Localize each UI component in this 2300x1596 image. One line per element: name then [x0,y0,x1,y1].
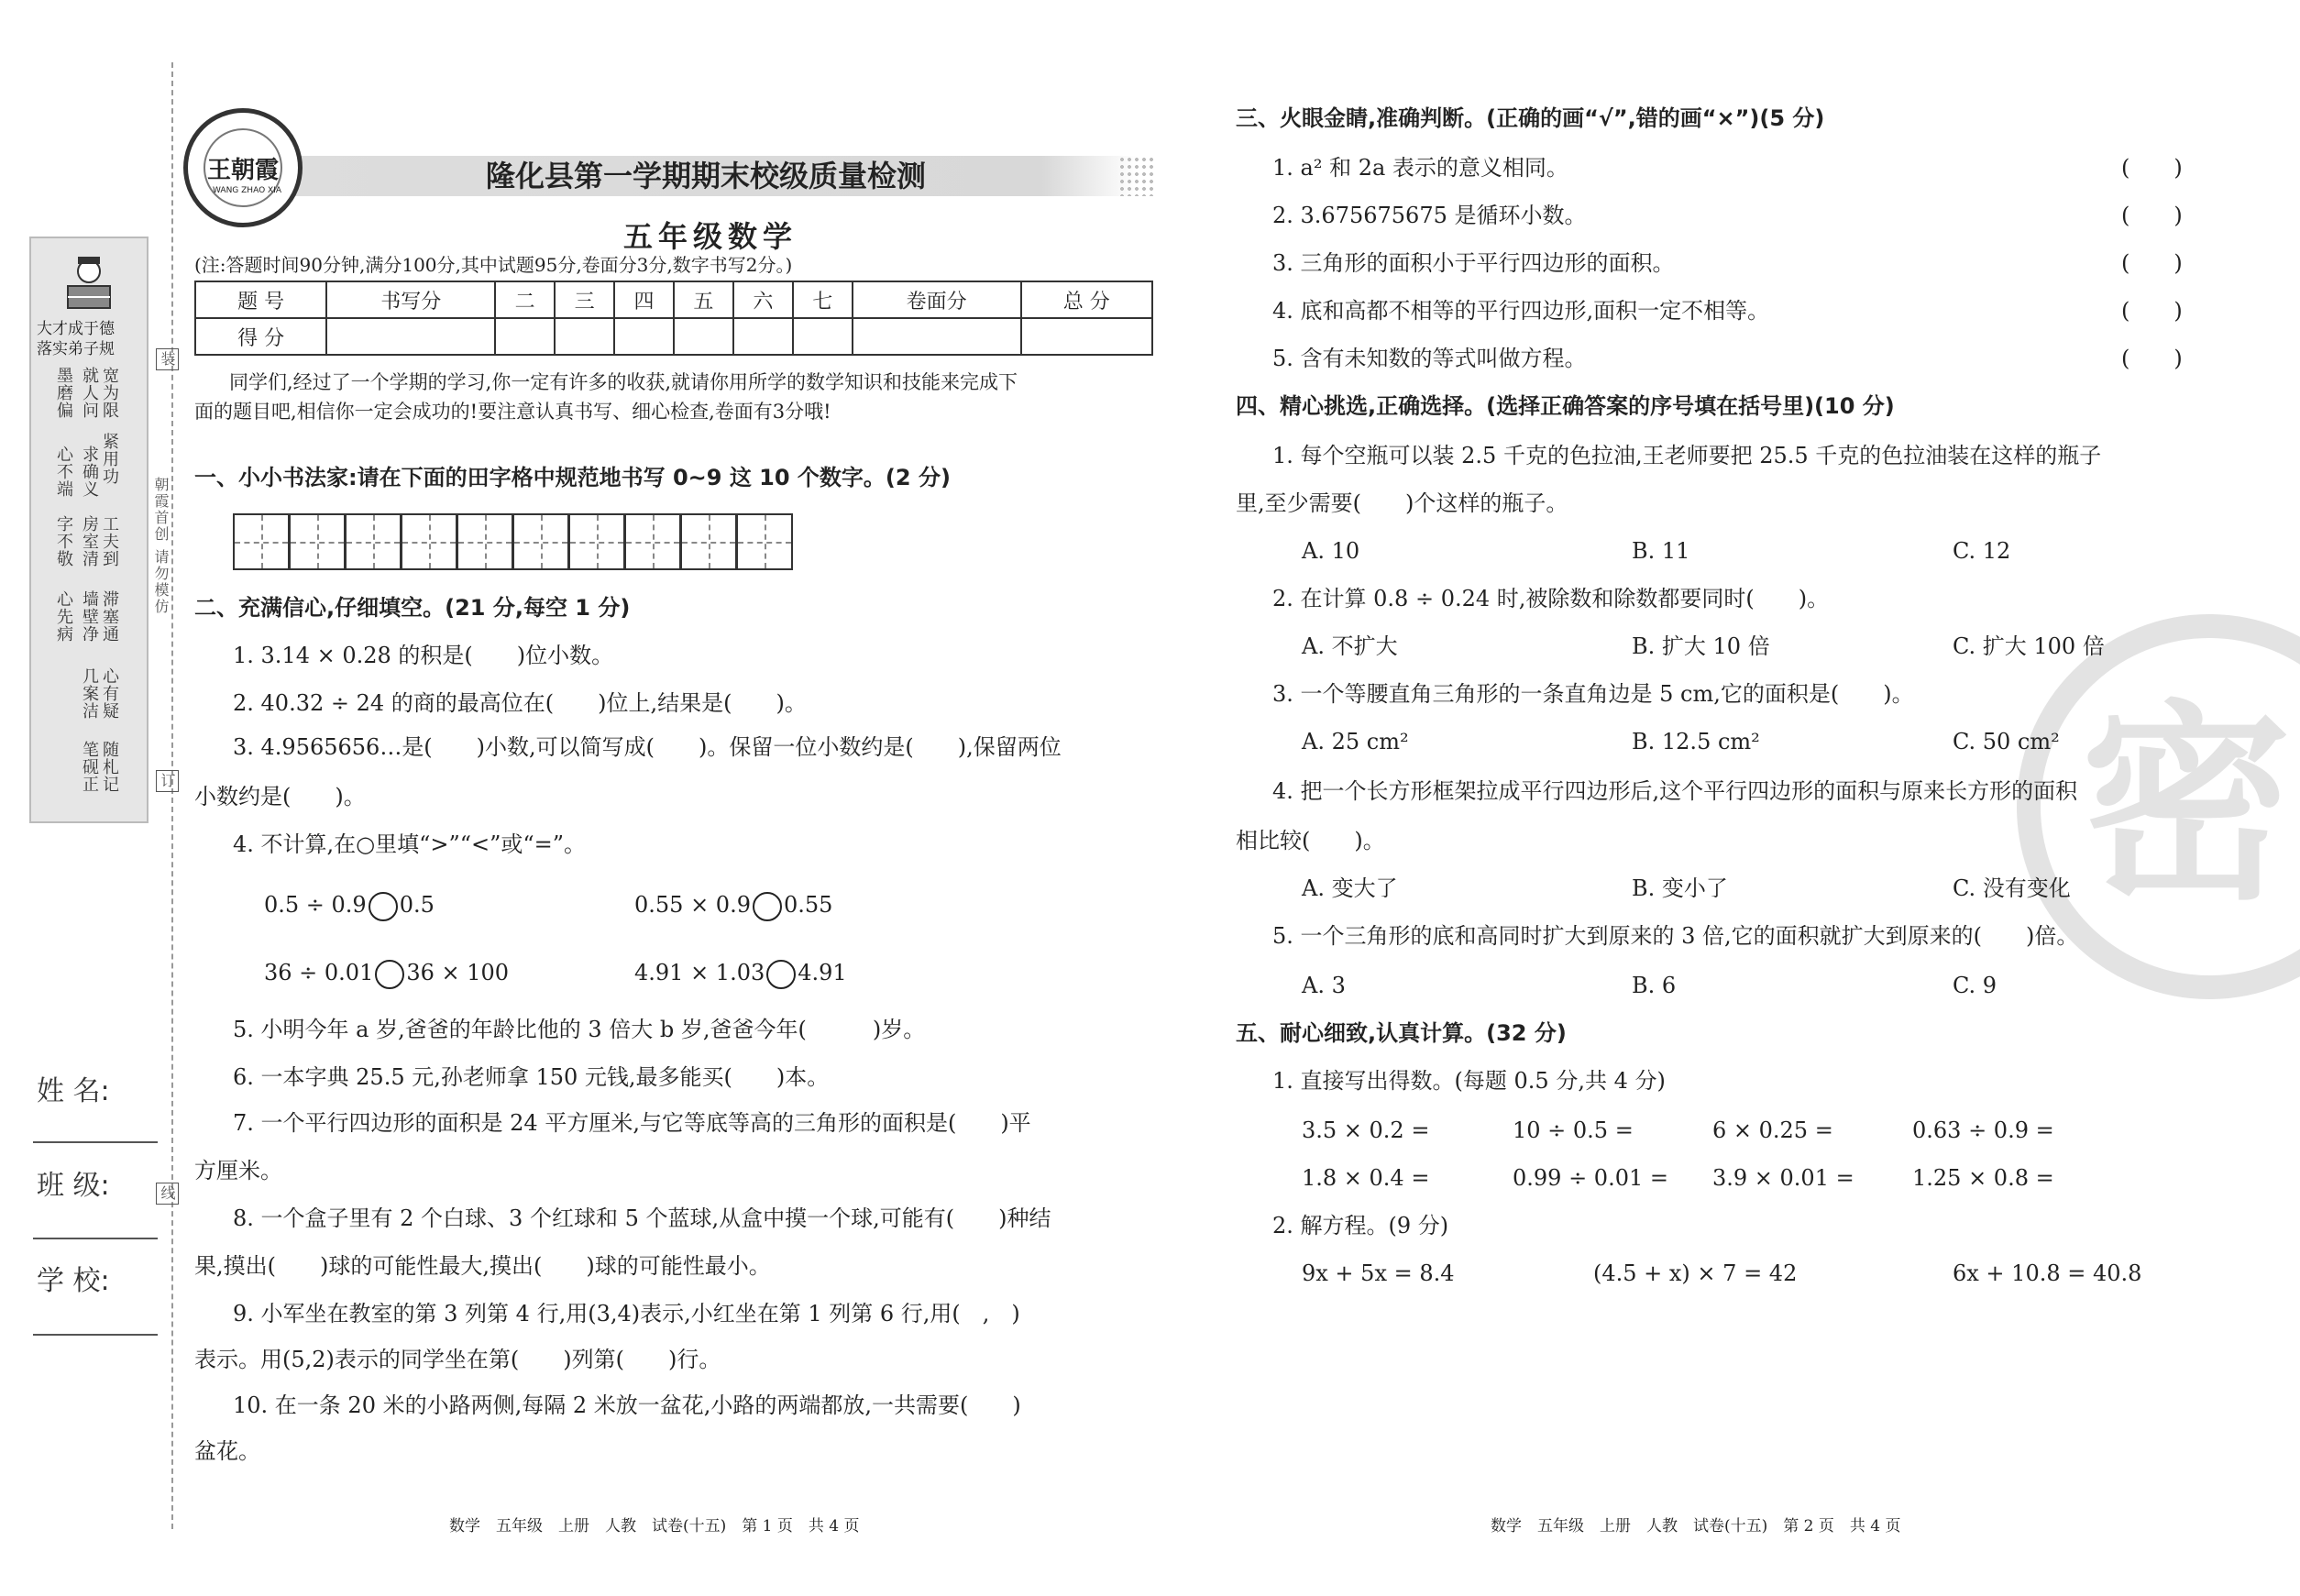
motto-col: 求确义 [80,446,99,498]
motto-col: 心有疑 [100,667,119,720]
school-field[interactable] [33,1334,158,1336]
motto-col: 墨磨偏 [54,367,73,419]
option-c[interactable]: C. 扩大 100 倍 [1953,633,2105,659]
name-label: 姓 名: [37,1075,110,1107]
q2-6: 6. 一本字典 25.5 元,孙老师拿 150 元钱,最多能买( )本。 [233,1064,830,1090]
q2-3: 3. 4.9565656…是( )小数,可以简写成( )。保留一位小数约是( ),保留两位 [233,734,1062,760]
compare-item [634,959,847,989]
logo-text: 王朝霞 [204,128,282,207]
option-b[interactable]: B. 变小了 [1632,875,1728,901]
score-header-cell: 四 [614,281,674,318]
calc-item: 1.8 × 0.4 = [1302,1165,1430,1191]
footer-left: 数学 五年级 上册 人教 试卷(十五) 第 1 页 共 4 页 [449,1517,860,1535]
motto-col: 墙壁净 [80,590,99,643]
score-cell[interactable] [853,318,1021,355]
writing-box[interactable] [680,513,737,570]
calc-item: 3.9 × 0.01 = [1712,1165,1854,1191]
writing-box[interactable] [345,513,402,570]
judge-item: 4. 底和高都不相等的平行四边形,面积一定不相等。 [1272,298,1770,324]
option-b[interactable]: B. 11 [1632,538,1690,564]
writing-box[interactable] [457,513,513,570]
section-5-title: 五、耐心细致,认真计算。(32 分) [1236,1020,1567,1046]
q2-10-cont: 盆花。 [194,1438,260,1464]
compare-left: 36 ÷ 0.01 [264,960,374,985]
q2-4: 4. 不计算,在○里填“>”“<”或“=”。 [233,831,587,857]
choice-q3: 3. 一个等腰直角三角形的一条直角边是 5 cm,它的面积是( )。 [1272,681,1914,707]
q2-5: 5. 小明今年 a 岁,爸爸的年龄比他的 3 倍大 b 岁,爸爸今年( )岁。 [233,1017,926,1042]
judge-item: 1. a² 和 2a 表示的意义相同。 [1272,155,1568,181]
score-header-cell: 书写分 [326,281,495,318]
calc-item: 1.25 × 0.8 = [1912,1165,2054,1191]
compare-circle[interactable] [753,892,782,921]
equation: 9x + 5x = 8.4 [1302,1260,1455,1286]
margin-mark-xian: 线 [156,1183,179,1205]
motto-line-2: 落实弟子规 [37,340,115,358]
choice-q5: 5. 一个三角形的底和高同时扩大到原来的 3 倍,它的面积就扩大到原来的( )倍。 [1272,923,2079,949]
writing-box[interactable] [233,513,290,570]
score-header-cell: 五 [674,281,733,318]
intro-line-2: 面的题目吧,相信你一定会成功的!要注意认真书写、细心检查,卷面有3分哦! [194,401,831,423]
option-a[interactable]: A. 10 [1302,538,1360,564]
score-header-cell: 七 [793,281,853,318]
equation: (4.5 + x) × 7 = 42 [1593,1260,1798,1286]
q2-9: 9. 小军坐在教室的第 3 列第 4 行,用(3,4)表示,小红坐在第 1 列第 6 行,用( , ) [233,1301,1020,1326]
compare-circle[interactable] [766,960,796,989]
writing-box[interactable] [512,513,569,570]
section-4-title: 四、精心挑选,正确选择。(选择正确答案的序号填在括号里)(10 分) [1236,393,1895,419]
q2-7-cont: 方厘米。 [194,1158,282,1183]
choice-q1-cont: 里,至少需要( )个这样的瓶子。 [1236,490,1568,516]
motto-col: 几案洁 [80,667,99,720]
calc-sub1: 1. 直接写出得数。(每题 0.5 分,共 4 分) [1272,1068,1666,1094]
judge-paren[interactable]: ( ) [2121,250,2183,276]
footer-right: 数学 五年级 上册 人教 试卷(十五) 第 2 页 共 4 页 [1491,1517,1901,1535]
judge-paren[interactable]: ( ) [2121,203,2183,228]
option-c[interactable]: C. 50 cm² [1953,729,2060,754]
option-a[interactable]: A. 变大了 [1302,875,1398,901]
option-c[interactable]: C. 12 [1953,538,2011,564]
compare-left: 4.91 × 1.03 [634,960,765,985]
class-label: 班 级: [37,1170,110,1202]
choice-q1: 1. 每个空瓶可以装 2.5 千克的色拉油,王老师要把 25.5 千克的色拉油装在这样的瓶子 [1272,443,2102,468]
score-header-row [195,281,1152,318]
score-header-cell: 卷面分 [853,281,1021,318]
q2-9-cont: 表示。用(5,2)表示的同学坐在第( )列第( )行。 [194,1347,721,1372]
q2-7: 7. 一个平行四边形的面积是 24 平方厘米,与它等底等高的三角形的面积是( )平 [233,1110,1031,1136]
motto-col: 工夫到 [100,515,119,567]
margin-mark-ding: 订 [156,770,179,792]
intro-line-1: 同学们,经过了一个学期的学习,你一定有许多的收获,就请你用所学的数学知识和技能来完成下 [229,371,1018,393]
subject-title: 五年级数学 [623,219,798,254]
writing-box[interactable] [289,513,346,570]
compare-right: 4.91 [798,960,847,985]
motto-col: 滞塞通 [100,590,119,643]
score-cell[interactable] [1021,318,1152,355]
section-1-title: 一、小小书法家:请在下面的田字格中规范地书写 0~9 这 10 个数字。(2 分) [194,465,951,490]
judge-paren[interactable]: ( ) [2121,155,2183,181]
motto-col: 心先病 [54,590,73,643]
compare-right: 36 × 100 [406,960,510,985]
score-cell[interactable] [326,318,495,355]
margin-mark-copyright: 朝霞首创 请勿模仿 [152,477,170,616]
motto-col: 心不端 [54,446,73,498]
score-row-label: 得 分 [195,318,326,355]
motto-line-1: 大才成于德 [37,320,115,338]
score-table [194,281,1153,356]
compare-item [634,891,832,921]
score-cell[interactable] [674,318,733,355]
calc-item: 0.63 ÷ 0.9 = [1912,1117,2054,1143]
judge-item: 2. 3.675675675 是循环小数。 [1272,203,1587,228]
q2-10: 10. 在一条 20 米的小路两侧,每隔 2 米放一盆花,小路的两端都放,一共需要( ) [233,1392,1021,1418]
school-label: 学 校: [37,1265,110,1297]
score-cell[interactable] [555,318,614,355]
calc-item: 0.99 ÷ 0.01 = [1513,1165,1668,1191]
compare-item [264,891,435,921]
score-header-cell: 总 分 [1021,281,1152,318]
name-field[interactable] [33,1141,158,1143]
writing-box[interactable] [401,513,457,570]
option-a[interactable]: A. 25 cm² [1302,729,1409,754]
scholar-icon [59,251,119,315]
writing-box[interactable] [736,513,793,570]
calc-item: 10 ÷ 0.5 = [1513,1117,1634,1143]
banner-dots [1118,156,1155,196]
motto-col: 就人问 [80,367,99,419]
writing-box[interactable] [568,513,625,570]
choice-q4-cont: 相比较( )。 [1236,828,1385,853]
option-a[interactable]: A. 不扩大 [1302,633,1398,659]
score-header-cell: 六 [733,281,793,318]
option-c[interactable]: C. 9 [1953,973,1997,998]
compare-item [264,959,509,989]
calc-sub2: 2. 解方程。(9 分) [1272,1213,1449,1238]
q2-2: 2. 40.32 ÷ 24 的商的最高位在( )位上,结果是( )。 [233,690,807,716]
writing-box[interactable] [624,513,681,570]
option-b[interactable]: B. 扩大 10 倍 [1632,633,1770,659]
score-header-cell: 题 号 [195,281,326,318]
margin-mark-zhuang: 装 [156,348,179,370]
equation: 6x + 10.8 = 40.8 [1953,1260,2142,1286]
section-2-title: 二、充满信心,仔细填空。(21 分,每空 1 分) [194,595,631,621]
calc-item: 6 × 0.25 = [1712,1117,1833,1143]
score-header-cell: 二 [495,281,555,318]
judge-item: 3. 三角形的面积小于平行四边形的面积。 [1272,250,1675,276]
motto-col: 宽为限 [100,367,119,419]
judge-paren[interactable]: ( ) [2121,298,2183,324]
exam-note: (注:答题时间90分钟,满分100分,其中试题95分,卷面分3分,数字书写2分。) [194,254,793,276]
option-b[interactable]: B. 6 [1632,973,1677,998]
score-cell[interactable] [793,318,853,355]
compare-right: 0.5 [399,892,435,918]
motto-col: 字不敬 [54,515,73,567]
option-b[interactable]: B. 12.5 cm² [1632,729,1760,754]
q2-8: 8. 一个盒子里有 2 个白球、3 个红球和 5 个蓝球,从盒中摸一个球,可能有( )种结 [233,1205,1051,1231]
compare-left: 0.5 ÷ 0.9 [264,892,367,918]
binding-line [171,62,173,1529]
score-cell[interactable] [614,318,674,355]
choice-q4: 4. 把一个长方形框架拉成平行四边形后,这个平行四边形的面积与原来长方形的面积 [1272,778,2078,804]
score-cell[interactable] [733,318,793,355]
option-a[interactable]: A. 3 [1302,973,1346,998]
motto-col: 随札记 [100,741,119,793]
compare-circle[interactable] [375,960,404,989]
motto-col: 紧用功 [100,433,119,485]
motto-col: 房室清 [80,515,99,567]
q2-3-cont: 小数约是( )。 [194,784,366,809]
logo-subtext: WANG ZHAO XIA [213,186,281,195]
choice-q2: 2. 在计算 0.8 ÷ 0.24 时,被除数和除数都要同时( )。 [1272,586,1830,611]
q2-1: 1. 3.14 × 0.28 的积是( )位小数。 [233,643,614,668]
option-c[interactable]: C. 没有变化 [1953,875,2071,901]
judge-paren[interactable]: ( ) [2121,346,2183,371]
section-3-title: 三、火眼金睛,准确判断。(正确的画“√”,错的画“×”)(5 分) [1236,105,1825,131]
score-value-row [195,318,1152,355]
calc-item: 3.5 × 0.2 = [1302,1117,1430,1143]
q2-8-cont: 果,摸出( )球的可能性最大,摸出( )球的可能性最小。 [194,1253,771,1279]
motto-col: 笔砚正 [80,741,99,793]
judge-item: 5. 含有未知数的等式叫做方程。 [1272,346,1587,371]
compare-left: 0.55 × 0.9 [634,892,751,918]
class-field[interactable] [33,1238,158,1239]
score-cell[interactable] [495,318,555,355]
confidential-stamp-text: 密 [2081,684,2293,929]
exam-title: 隆化县第一学期期末校级质量检测 [486,159,927,193]
compare-right: 0.55 [783,892,833,918]
score-header-cell: 三 [555,281,614,318]
compare-circle[interactable] [369,892,398,921]
